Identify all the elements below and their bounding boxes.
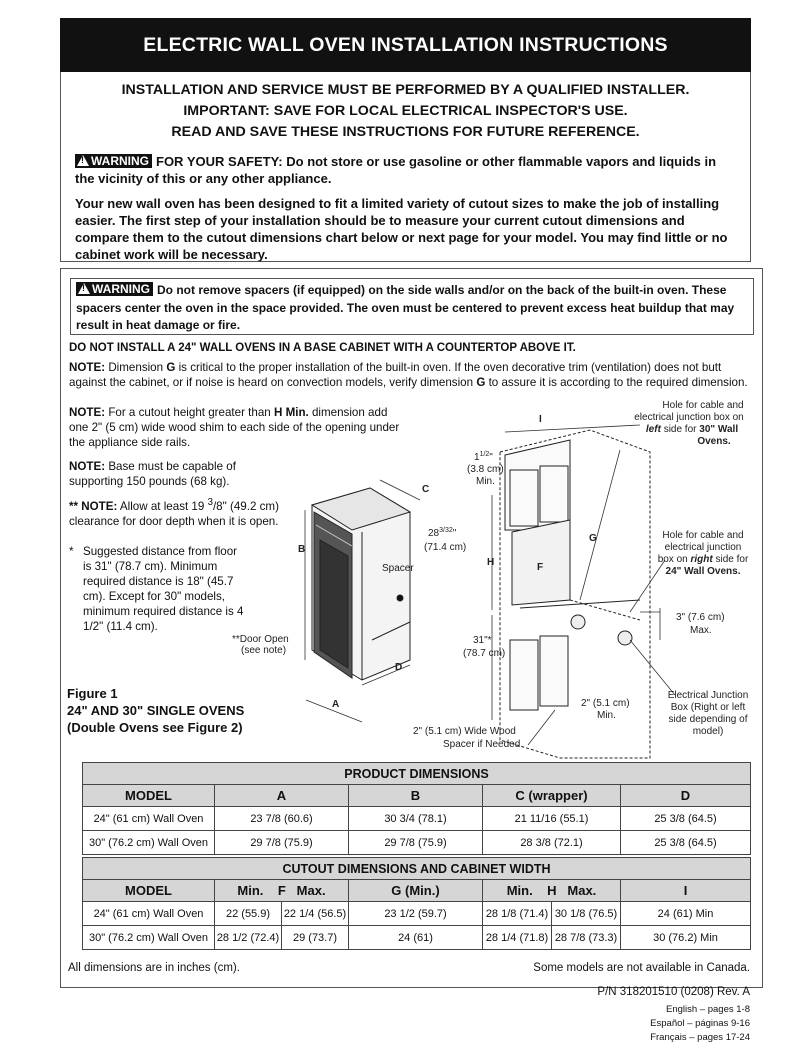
hole-right-3: box on right side for bbox=[657, 554, 749, 565]
three-inch-label: 3" (7.6 cm) bbox=[676, 612, 725, 623]
depth-28-cm: (71.4 cm) bbox=[424, 542, 467, 553]
table-cell: 25 3/8 (64.5) bbox=[621, 807, 751, 831]
product-header-model: MODEL bbox=[83, 785, 215, 807]
table-cell: 24" (61 cm) Wall Oven bbox=[83, 902, 215, 926]
all-dimensions-note: All dimensions are in inches (cm). bbox=[68, 962, 240, 974]
safety-text: FOR YOUR SAFETY: Do not store or use gasoline or other flammable vapors and liquids in the vicinity of this or any other appliance. bbox=[75, 154, 717, 186]
three-inch-max: Max. bbox=[690, 625, 712, 636]
door-open-1: **Door Open bbox=[232, 634, 289, 645]
product-table-title: PRODUCT DIMENSIONS bbox=[83, 763, 751, 785]
product-header-d: D bbox=[621, 785, 751, 807]
canada-note: Some models are not available in Canada. bbox=[533, 962, 750, 974]
one-half-min: Min. bbox=[476, 476, 495, 487]
table-cell: 23 1/2 (59.7) bbox=[349, 902, 483, 926]
product-header-b: B bbox=[349, 785, 483, 807]
hole-right-2: electrical junction bbox=[664, 542, 742, 553]
label-g: G bbox=[589, 533, 597, 544]
wood-spacer-1: 2" (5.1 cm) Wide Wood bbox=[413, 726, 516, 737]
star-symbol: * bbox=[69, 545, 74, 558]
cutout-paragraph: Your new wall oven has been designed to fit a limited variety of cutout sizes to make the job of installing easier. The first step of your installation should be to measure your current cutout dimensions and compare them to the cutout dimensions chart below or next page for your model. You may find little or no cabinet work will be necessary. bbox=[75, 196, 728, 262]
table-row bbox=[83, 807, 751, 831]
label-b: B bbox=[298, 544, 306, 555]
label-i: I bbox=[539, 414, 542, 425]
hole-left-2: electrical junction box on bbox=[634, 412, 744, 423]
table-cell: 29 7/8 (75.9) bbox=[349, 831, 483, 855]
table-cell: 28 1/4 (71.8) bbox=[483, 926, 552, 950]
cutout-header-g: G (Min.) bbox=[349, 880, 483, 902]
junction-4: model) bbox=[692, 726, 724, 737]
do-not-install-note: DO NOT INSTALL A 24" WALL OVENS IN A BASE CABINET WITH A COUNTERTOP ABOVE IT. bbox=[69, 342, 576, 354]
thirtyone-cm: (78.7 cm) bbox=[463, 648, 506, 659]
one-half-cm: (3.8 cm) bbox=[467, 464, 504, 475]
table-cell: 30" (76.2 cm) Wall Oven bbox=[83, 831, 215, 855]
intro-line-3: READ AND SAVE THESE INSTRUCTIONS FOR FUTURE REFERENCE. bbox=[171, 124, 640, 140]
label-h: H bbox=[487, 557, 495, 568]
label-c: C bbox=[422, 484, 430, 495]
door-open-2: (see note) bbox=[241, 645, 287, 656]
figure-caption-1: Figure 1 bbox=[67, 686, 118, 701]
part-number: P/N 318201510 (0208) Rev. A bbox=[597, 986, 750, 998]
figure-caption-2: 24" AND 30" SINGLE OVENS bbox=[67, 703, 245, 718]
table-cell: 28 3/8 (72.1) bbox=[483, 831, 621, 855]
warning-badge: !WARNING bbox=[75, 154, 152, 168]
depth-28-label: $28^{3/32}$" bbox=[428, 527, 457, 539]
suggested-distance: Suggested distance from floor is 31" (78.7 cm). Minimum required distance is 18" (45.7 cm). Except for 30" models, minimum required distance is 4 1/2" (11.4 cm). bbox=[83, 545, 244, 633]
cutout-header-i: I bbox=[621, 880, 751, 902]
table-cell: 21 11/16 (55.1) bbox=[483, 807, 621, 831]
table-cell: 30 1/8 (76.5) bbox=[552, 902, 621, 926]
hole-right-4: 24" Wall Ovens. bbox=[665, 566, 741, 577]
junction-3: side depending of bbox=[668, 714, 748, 725]
cutout-header-f: Min. F Max. bbox=[215, 880, 349, 902]
cutout-dimensions-table bbox=[82, 857, 751, 950]
cutout-header-model: MODEL bbox=[83, 880, 215, 902]
table-cell: 29 (73.7) bbox=[282, 926, 349, 950]
table-cell: 24 (61) bbox=[349, 926, 483, 950]
spacer-label: Spacer bbox=[382, 563, 414, 574]
spacer-dot bbox=[397, 595, 403, 601]
label-d: D bbox=[395, 662, 403, 673]
hole-left-3: left side for 30" Wall bbox=[645, 424, 739, 435]
table-cell: 25 3/8 (64.5) bbox=[621, 831, 751, 855]
hole-left-1: Hole for cable and bbox=[662, 400, 744, 411]
lang-francais: Français – pages 17-24 bbox=[650, 1032, 750, 1043]
spacer-warning-text: Do not remove spacers (if equipped) on the side walls and/or on the back of the built-in oven. These spacers center the oven in the space provided. The oven must be centered to prevent excess heat buildup that may result in heat damage or fire. bbox=[76, 283, 735, 332]
table-cell: 23 7/8 (60.6) bbox=[215, 807, 349, 831]
table-row bbox=[83, 926, 751, 950]
table-cell: 30 (76.2) Min bbox=[621, 926, 751, 950]
one-half-label: $1^{1/2}$" bbox=[474, 451, 493, 463]
intro-line-1: INSTALLATION AND SERVICE MUST BE PERFORMED BY A QUALIFIED INSTALLER. bbox=[121, 82, 690, 98]
note-dimension-g: NOTE: Dimension G is critical to the proper installation of the built-in oven. If the oven decorative trim (ventilation) does not butt against the cabinet, or if noise is heard on convection models, verify dimension G to assure it is according to the required dimension. bbox=[69, 361, 748, 389]
two-inch-label: 2" (5.1 cm) bbox=[581, 698, 630, 709]
hole-right-1: Hole for cable and bbox=[662, 530, 744, 541]
table-cell: 22 1/4 (56.5) bbox=[282, 902, 349, 926]
junction-1: Electrical Junction bbox=[667, 690, 749, 701]
hole-left-4: Ovens. bbox=[697, 436, 731, 447]
table-cell: 29 7/8 (75.9) bbox=[215, 831, 349, 855]
intro-line-2: IMPORTANT: SAVE FOR LOCAL ELECTRICAL INSPECTOR'S USE. bbox=[183, 103, 628, 119]
page-title: ELECTRIC WALL OVEN INSTALLATION INSTRUCTIONS bbox=[60, 18, 751, 72]
table-cell: 30" (76.2 cm) Wall Oven bbox=[83, 926, 215, 950]
two-inch-min: Min. bbox=[597, 710, 616, 721]
table-row bbox=[83, 902, 751, 926]
product-dimensions-table bbox=[82, 762, 751, 855]
label-f: F bbox=[537, 562, 544, 573]
table-cell: 24" (61 cm) Wall Oven bbox=[83, 807, 215, 831]
lang-english: English – pages 1-8 bbox=[666, 1004, 750, 1015]
label-a: A bbox=[332, 699, 340, 710]
table-cell: 28 1/8 (71.4) bbox=[483, 902, 552, 926]
table-cell: 24 (61) Min bbox=[621, 902, 751, 926]
note-base: NOTE: Base must be capable of supporting 150 pounds (68 kg). bbox=[69, 460, 236, 488]
thirtyone-label: 31"* bbox=[473, 635, 492, 646]
cutout-header-h: Min. H Max. bbox=[483, 880, 621, 902]
oven-illustration bbox=[312, 488, 410, 680]
table-cell: 30 3/4 (78.1) bbox=[349, 807, 483, 831]
table-cell: 28 7/8 (73.3) bbox=[552, 926, 621, 950]
product-header-a: A bbox=[215, 785, 349, 807]
junction-2: Box (Right or left bbox=[670, 702, 746, 713]
wood-spacer-2: Spacer if Needed bbox=[443, 739, 521, 750]
figure-caption-3: (Double Ovens see Figure 2) bbox=[67, 720, 243, 735]
note-shim: NOTE: For a cutout height greater than H Min. dimension add one 2" (5 cm) wide wood shim to each side of the opening under the appliance side rails. bbox=[69, 406, 400, 449]
warning-badge: !WARNING bbox=[76, 282, 153, 296]
product-header-c: C (wrapper) bbox=[483, 785, 621, 807]
lang-espanol: Español – páginas 9-16 bbox=[650, 1018, 750, 1029]
note-door-clearance: ** NOTE: Allow at least 19 $^3$/8" (49.2 cm) clearance for door depth when it is open. bbox=[69, 497, 279, 528]
cutout-table-title: CUTOUT DIMENSIONS AND CABINET WIDTH bbox=[83, 858, 751, 880]
table-cell: 22 (55.9) bbox=[215, 902, 282, 926]
table-cell: 28 1/2 (72.4) bbox=[215, 926, 282, 950]
table-row bbox=[83, 831, 751, 855]
